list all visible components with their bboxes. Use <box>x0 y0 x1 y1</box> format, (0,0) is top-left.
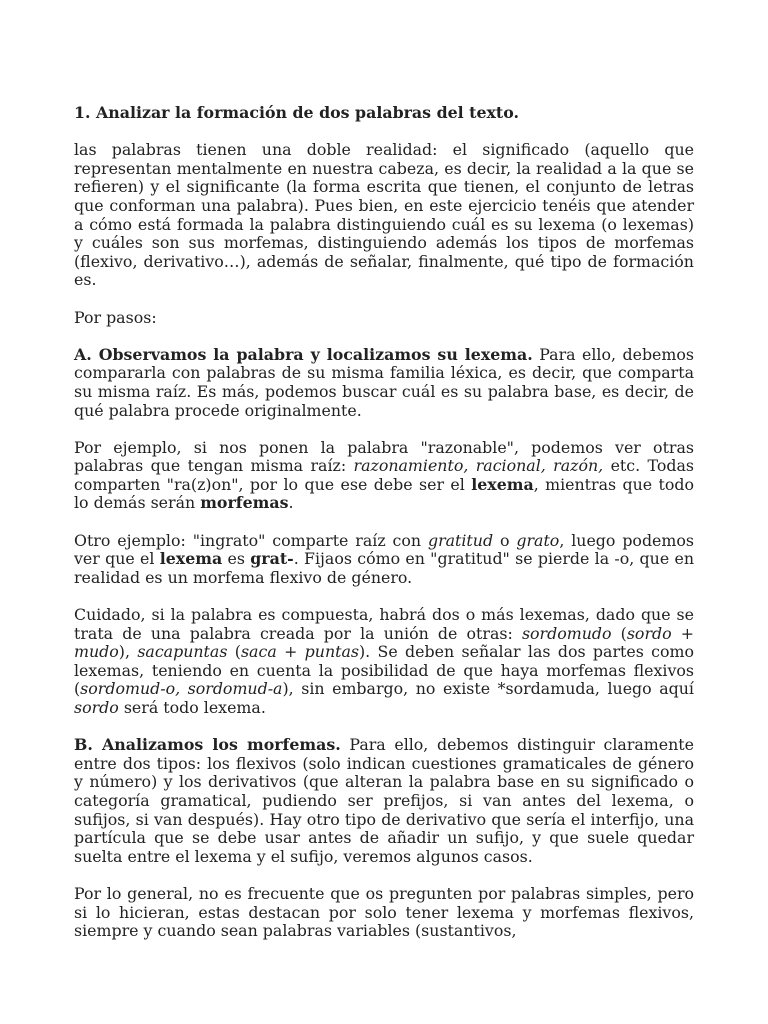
compound-italic-5: sordomud-o, sordomud-a <box>80 679 283 699</box>
compound-italic-6: sordo <box>74 698 119 717</box>
step-b-paragraph <box>74 736 694 866</box>
example2-text-5: . Fijaos cómo en "gratitud" se pierde la -o, que en realidad es un morfema flexivo de género. <box>74 549 694 587</box>
compound-text-3: ), <box>118 642 138 662</box>
compound-text-2: ( <box>611 623 627 643</box>
step-a-text: Para ello, debemos compararla con palabras de su misma familia léxica, es decir, que comparta su misma raíz. Es más, podemos buscar cuál es su palabra base, es decir, de qué palabra procede originalmente. <box>74 344 695 420</box>
compound-italic-4: saca + puntas <box>240 642 360 662</box>
compound-text-6: ), sin embargo, no existe *sordamuda, luego aquí <box>282 679 694 699</box>
example-razonable-paragraph <box>74 439 694 513</box>
example1-text-4: . <box>288 493 294 513</box>
step-a-heading: A. Observamos la palabra y localizamos su lexema. <box>74 344 533 364</box>
compound-text-5: ). Se deben señalar las dos partes como lexemas, teniendo en cuenta la posibilidad de que haya morfemas flexivos ( <box>74 642 694 699</box>
example2-text-3: , luego podemos ver que el <box>74 530 695 569</box>
example2-text-1: Otro ejemplo: "ingrato" comparte raíz con <box>74 530 428 550</box>
compound-italic-1: sordomudo <box>521 623 612 643</box>
compound-words-paragraph <box>74 606 694 718</box>
steps-label: Por pasos: <box>74 307 157 327</box>
document-title: 1. Analizar la formación de dos palabras del texto. <box>74 103 519 122</box>
example2-italic-grato: grato <box>516 530 560 550</box>
compound-italic-2: sordo + mudo <box>74 623 694 662</box>
example1-italic-words: razonamiento, racional, razón, <box>353 456 604 476</box>
example1-text-3: , mientras que todo lo demás serán <box>74 474 695 513</box>
example1-bold-morfemas: morfemas <box>200 493 289 513</box>
example1-text-2: etc. Todas comparten "ra(z)on", por lo que ese debe ser el <box>74 456 694 494</box>
example1-bold-lexema: lexema <box>471 474 534 494</box>
example1-text-1: Por ejemplo, si nos ponen la palabra "razonable", podemos ver otras palabras que tengan misma raíz: <box>74 437 694 476</box>
example2-text-4: es <box>222 549 251 569</box>
example2-bold-lexema: lexema <box>159 549 223 569</box>
example2-italic-gratitud: gratitud <box>427 530 494 550</box>
intro-paragraph: las palabras tienen una doble realidad: el significado (aquello que representan mentalmente en nuestra cabeza, es decir, la realidad a la que se refieren) y el significante (la forma escrita que tienen, el conjunto de letras que conforman una palabra). Pues bien, en este ejercicio tenéis que atender a cómo está formada la palabra distinguiendo cuál es su lexema (o lexemas) y cuáles son sus morfemas, distinguiendo además los tipos de morfemas (flexivo, derivativo…), además de señalar, finalmente, qué tipo de formación es. <box>74 140 694 290</box>
example2-bold-grat: grat- <box>250 549 294 569</box>
step-b-heading: B. Analizamos los morfemas. <box>74 735 341 755</box>
compound-italic-3: sacapuntas <box>137 642 228 662</box>
example-ingrato-paragraph <box>74 532 694 588</box>
compound-text-1: Cuidado, si la palabra es compuesta, habrá dos o más lexemas, dado que se trata de una palabra creada por la unión de otras: <box>74 605 694 643</box>
example2-text-2: o <box>493 530 517 550</box>
document-page <box>74 104 694 959</box>
compound-text-7: será todo lexema. <box>118 698 266 717</box>
step-b-text: Para ello, debemos distinguir claramente entre dos tipos: los flexivos (solo indican cuestiones gramaticales de género y número) y los derivativos (que alteran la palabra base en su significado o categoría gramatical, pudiendo ser prefijos, si van antes del lexema, o sufijos, si van después). Hay otro tipo de derivativo que sería el interfijo, una partícula que se debe usar antes de añadir un sufijo, y que suele quedar suelta entre el lexema y el sufijo, veremos algunos casos. <box>74 735 695 866</box>
compound-text-4: ( <box>227 642 241 662</box>
step-a-paragraph <box>74 346 694 420</box>
general-paragraph: Por lo general, no es frecuente que os pregunten por palabras simples, pero si lo hicieran, estas destacan por solo tener lexema y morfemas flexivos, siempre y cuando sean palabras variables (sustantivos, <box>74 883 694 941</box>
